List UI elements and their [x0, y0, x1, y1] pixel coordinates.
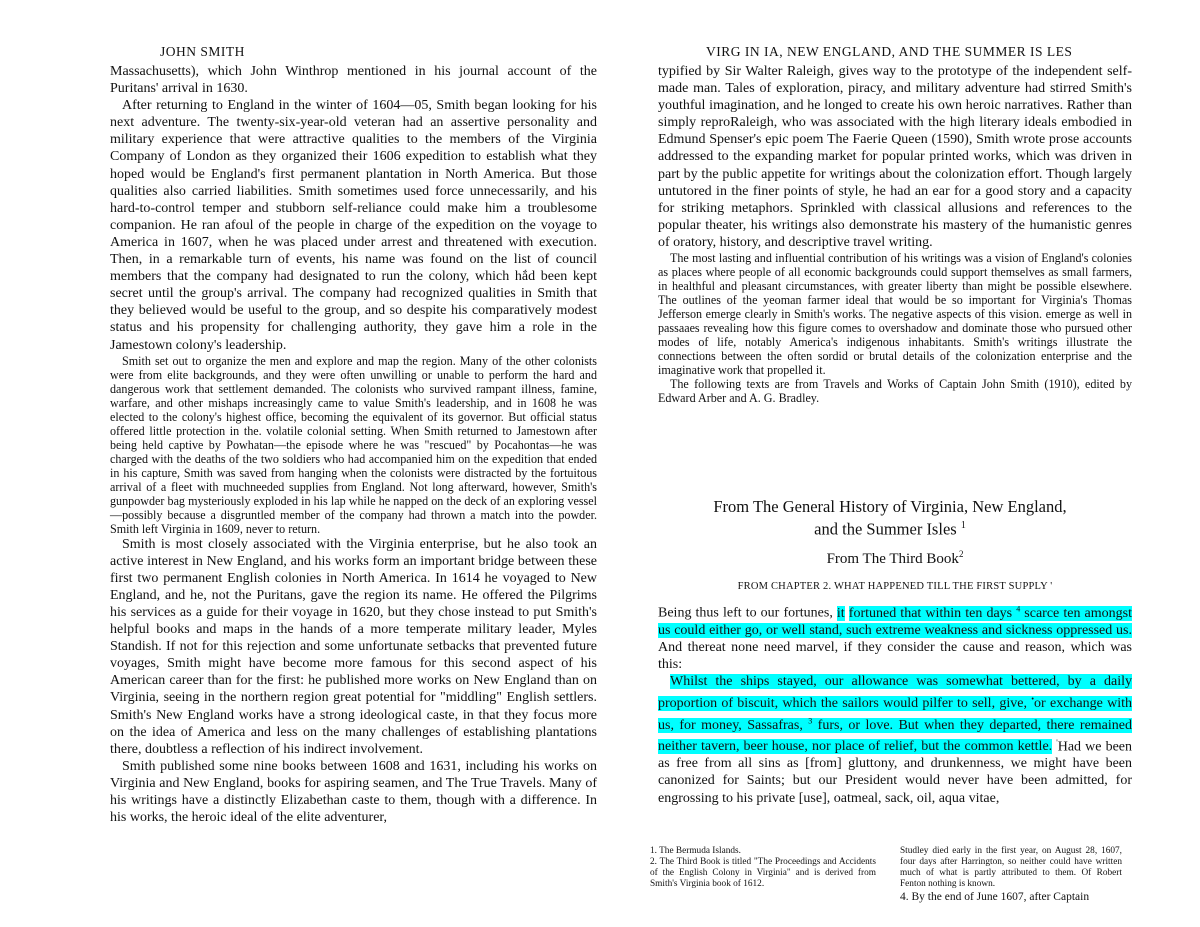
running-head-right: VIRG IN IA, NEW ENGLAND, AND THE SUMMER IS LES: [706, 44, 1073, 59]
highlight-1: it: [836, 605, 845, 621]
selection-title: From The General History of Virginia, New England, and the Summer Isles $^1$: [713, 497, 1067, 539]
extract-paragraph-1: Being thus left to our fortunes, it fortuned that within ten days $^4$ scarce ten amongst us could either go, or well stand, such extreme weakness and sickness oppressed us. And thereat none need marvel, if they consider the cause and reason, which was this:: [658, 604, 1133, 672]
paragraph-2: The most lasting and influential contribution of his writings was a vision of England's colonies as places where people of all economic backgrounds could support themselves as small farmers, in healthful and pleasant circumstances, with greater liberty than might be possible elsewhere. The outlines of the yeoman farmer ideal that would be so important for Virginia's Thomas Jefferson emerge clearly in Smith's works. The negative aspects of this vision. emerge as well in passaaes revealing how this figure comes to overshadow and dominate those who pursued other modes of life, notably America's indigenous inhabitants. Smith's writings illustrate the connections between the often sordid or brutal details of the colonization enterprise and the imaginative work that propelled it.: [658, 251, 1132, 378]
selection-title-block: [658, 497, 1132, 592]
highlight-3: Whilst the ships stayed, our allowance was somewhat bettered, by a daily proportion of biscuit, which the sailors would pilfer to sell, give, •or exchange with us, for money, Sassafras, $^3$ furs, or love. But when they departed, there remained neither tavern, beer house, nor place of relief, but the common kettle.: [658, 674, 1132, 755]
highlight-2: fortuned that within ten days $^4$ scarce ten amongst us could either go, or well stand, such extreme weakness and sickness oppressed us.: [658, 604, 1133, 638]
footnote-4: 4. By the end of June 1607, after Captain: [900, 890, 1090, 903]
selection-subtitle: From The Third Book$^2$: [826, 548, 964, 567]
footnote-ref-2: 2: [958, 548, 964, 559]
footnote-3-continued: Studley died early in the first year, on August 28, 1607, four days after Harrington, so neither could have written much of what is partly attributed to them. Of Robert Fenton nothing is known.: [900, 846, 1122, 889]
paragraph-3: Smith set out to organize the men and explore and map the region. Many of the other colonists were from elite backgrounds, and they were often unwilling or unable to perform the hard and dangerous work that settlement demanded. The colonists who survived rampant illness, famine, warfare, and other mishaps increasingly came to value Smith's leadership, and in 1608 he was elected to the colony's highest office, becoming the equivalent of its governor. But official status offered little protection in the. volatile colonial setting. When Smith returned to Jamestown after being held captive by Powhatan—the episode where he was "rescued" by Pocahontas—he was charged with the deaths of the two soldiers who had accompanied him on the expedition that ended in his capture, Smith was saved from hanging when the colonists were distracted by the fortuitous arrival of a fleet with muchneeded supplies from England. Not long afterward, however, Smith's gunpowder bag mysteriously exploded in his lap while he napped on the deck of an exploring vessel—possibly because a disgruntled member of the company had thrown a match into the powder. Smith left Virginia in 1609, never to return.: [110, 353, 597, 536]
paragraph-4: Smith is most closely associated with the Virginia enterprise, but he also took an active interest in New England, and his works form an important bridge between these first two permanent English colonies in North America. In 1614 he voyaged to New England, and he, not the Puritans, gave the region its name. He offered the Pilgrims his services as a guide for their voyage in 1620, but they chose instead to put Smith's helpful books and maps in the hands of a more temperate military leader, Myles Standish. If not for this rejection and some unfortunate setbacks that prevented future voyages, Smith might have become more famous for this second aspect of his American career than for the first: he published more works on New England than on Virginia, seeing in the northern region great potential for "middling" English settlers. Smith's New England works have a strong ideological caste, in that they focus more on the idea of America and less on the many challenges of establishing plantations there, doubtless a reflection of his indirect involvement.: [110, 536, 597, 757]
footnote-2: 2. The Third Book is titled "The Proceedings and Accidents of the English Colony in Virginia" and is derived from Smith's Virginia book of 1612.: [650, 856, 876, 889]
paragraph-1: Massachusetts), which John Winthrop mentioned in his journal account of the Puritans' arrival in 1630.: [110, 64, 597, 97]
paragraph-3: The following texts are from Travels and Works of Captain John Smith (1910), edited by Edward Arber and A. G. Bradley.: [658, 377, 1132, 406]
right-column-text: [658, 63, 1132, 405]
running-head-left: JOHN SMITH: [160, 44, 245, 59]
extract-paragraph-2: Whilst the ships stayed, our allowance was somewhat bettered, by a daily proportion of biscuit, which the sailors would pilfer to sell, give, •or exchange with us, for money, Sassafras, $^3$ furs, or love. But when they departed, there remained neither tavern, beer house, nor place of relief, but the common kettle. 'Had we been as free from all sins as [from] gluttony, and drunkenness, we might have been canonized for Saints; but our President would never have been admitted, for engrossing to his private [use], oatmeal, sack, oil, aqua vitae,: [658, 674, 1133, 806]
footnote-1: 1. The Bermuda Islands.: [650, 846, 741, 856]
paragraph-5: Smith published some nine books between 1608 and 1631, including his works on Virginia and New England, books for aspiring seamen, and The True Travels. Many of his writings have a distinctly Elizabethan caste to them, though with a difference. In his works, the heroic ideal of the elite adventurer,: [110, 758, 597, 826]
chapter-heading: FROM CHAPTER 2. WHAT HAPPENED TILL THE FIRST SUPPLY ': [737, 580, 1053, 592]
left-column-text: [110, 63, 597, 826]
footnotes-left: [650, 846, 876, 890]
footnote-ref-4: 4: [1016, 604, 1021, 613]
footnote-ref-1: 1: [960, 520, 966, 531]
extract-text: [658, 600, 1132, 807]
paragraph-1: typified by Sir Walter Raleigh, gives way to the prototype of the independent self-made man. Tales of exploration, piracy, and military adventure had stirred Smith's youthful imagination, and he longed to create his own heroic narratives. Rather than simply reproRaleigh, who was associated with the high literary ideals embodied in Edmund Spenser's epic poem The Faerie Queen (1590), Smith wrote prose accounts addressed to the expanding market for popular printed works, which was driven in part by the public appetite for writings about the colonization effort. Though largely untutored in the finer points of style, he had an ear for a good story and a capacity for striking metaphors. Sprinkled with classical allusions and references to the popular theater, his writings also demonstrate his mastery of the humanistic genres of oratory, history, and descriptive travel writing.: [658, 64, 1132, 250]
paragraph-2: After returning to England in the winter of 1604—05, Smith began looking for his next adventure. The twenty-six-year-old veteran had an assertive personality and military experience that were attractive qualities to the members of the Virginia Company of London as they organized their 1606 expedition to establish what they hoped would be England's first permanent plantation in North America. But those qualities also carried liabilities. Smith sometimes used force unnecessarily, and his hard-to-control temper and stubborn self-reliance could make him a troublesome companion. He ran afoul of the people in charge of the expedition on the voyage to America in 1607, when he was placed under arrest and threatened with execution. Then, in a remarkable turn of events, his name was found on the list of council members that the company had designated to run the colony, which hắd been kept secret until the group's arrival. The company had recognized qualities in Smith that they believed would be useful to the group, and so despite his comparatively modest status and his propensity for challenging authority, they gave him a role in the Jamestown colony's leadership.: [110, 98, 597, 353]
footnotes-right: [900, 846, 1122, 904]
